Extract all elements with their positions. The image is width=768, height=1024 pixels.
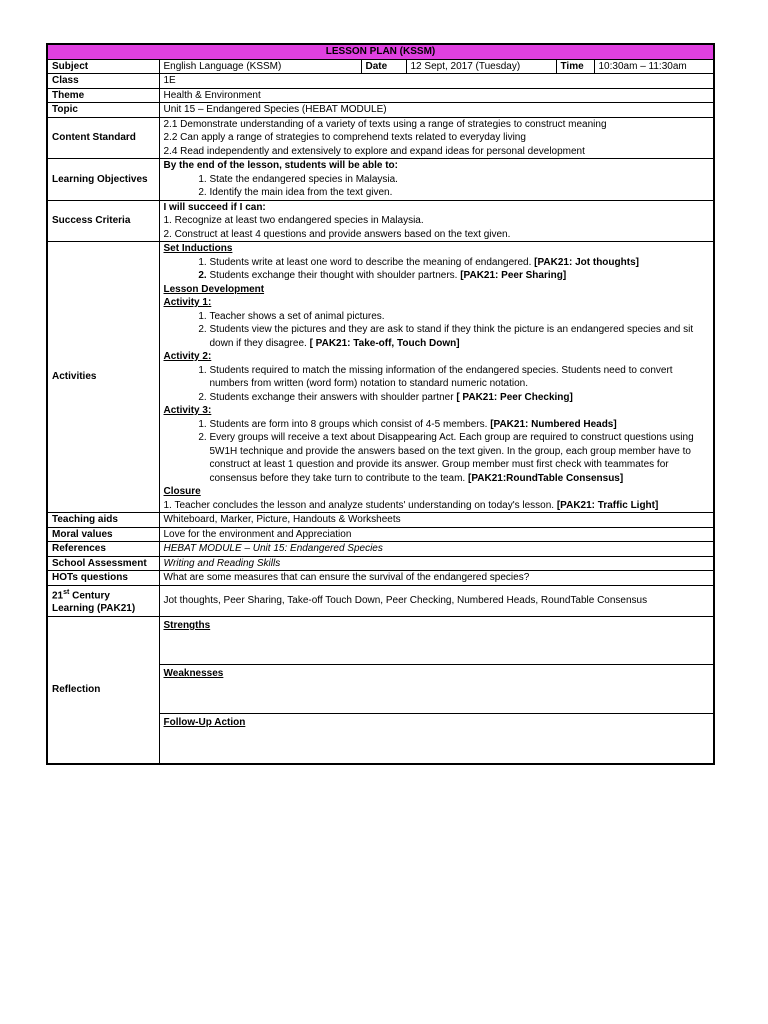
closure-item xyxy=(164,499,710,513)
moral-values-row xyxy=(47,527,714,542)
item-text: Students exchange their answers with shoulder partner xyxy=(209,391,457,403)
activity-3-list xyxy=(164,418,710,486)
content-standard-value xyxy=(159,117,714,159)
learning-objectives-intro: By the end of the lesson, students will be able to: xyxy=(163,160,398,171)
list-item: 1. State the endangered species in Malaysia. xyxy=(210,173,710,187)
item-text: Students view the pictures and they are ask to stand if they think the picture is an endangered species and sit down if they disagree. xyxy=(209,324,694,349)
list-item xyxy=(210,323,710,350)
activities-label: Activities xyxy=(47,242,159,513)
content-standard-row xyxy=(47,117,714,159)
lesson-plan-table xyxy=(46,43,715,765)
pak21-label-text: Century Learning (PAK21) xyxy=(52,589,136,615)
pak21-tag: [PAK21: Peer Sharing] xyxy=(460,270,567,281)
subject-row xyxy=(47,59,714,74)
content-standard-item: 2.2 Can apply a range of strategies to comprehend texts related to everyday living xyxy=(163,132,526,143)
item-text: Students are form into 8 groups which consist of 4-5 members. xyxy=(209,418,491,430)
success-criteria-intro: I will succeed if I can: xyxy=(163,201,266,213)
success-criteria-value xyxy=(159,200,714,242)
set-inductions-heading: Set Inductions xyxy=(163,243,233,254)
school-assessment-value: Writing and Reading Skills xyxy=(159,556,714,571)
class-row xyxy=(47,74,714,89)
hots-value: What are some measures that can ensure the survival of the endangered species? xyxy=(159,571,714,586)
references-value: HEBAT MODULE – Unit 15: Endangered Species xyxy=(159,542,714,557)
list-item xyxy=(210,418,710,432)
hots-label: HOTs questions xyxy=(47,571,159,586)
date-label: Date xyxy=(361,59,406,74)
moral-values-value: Love for the environment and Appreciation xyxy=(159,527,714,542)
list-item xyxy=(210,431,710,485)
pak21-tag: [PAK21:RoundTable Consensus] xyxy=(468,472,624,484)
success-criteria-label: Success Criteria xyxy=(47,200,159,242)
strengths-section xyxy=(160,617,714,665)
references-row xyxy=(47,542,714,557)
lesson-plan xyxy=(46,43,713,765)
item-text: Every groups will receive a text about Disappearing Act. Each group are required to construct questions using 5W1H technique and provide the answers based on the text given. In the group, each group member have to construct at least 1 question and provide its answer. Group member must first check with teammates for consensus before they take turn to contribute to the team. xyxy=(209,432,694,484)
teaching-aids-label: Teaching aids xyxy=(47,513,159,528)
topic-row xyxy=(47,103,714,118)
success-criteria-item: 1. Recognize at least two endangered species in Malaysia. xyxy=(163,215,424,226)
list-item xyxy=(210,256,710,270)
subject-value: English Language (KSSM) xyxy=(159,59,361,74)
pak21-value: Jot thoughts, Peer Sharing, Take-off Touch Down, Peer Checking, Numbered Heads, RoundTable Consensus xyxy=(159,585,714,616)
activities-value xyxy=(159,242,714,513)
date-value: 12 Sept, 2017 (Tuesday) xyxy=(406,59,556,74)
theme-row xyxy=(47,88,714,103)
activity-2-list xyxy=(164,364,710,405)
list-item xyxy=(210,391,710,405)
teaching-aids-value: Whiteboard, Marker, Picture, Handouts & Worksheets xyxy=(159,513,714,528)
pak21-label-sup: st xyxy=(63,588,70,596)
class-value: 1E xyxy=(159,74,714,89)
activity-2-heading: Activity 2: xyxy=(163,351,212,362)
list-item: 1. Students required to match the missing information of the endangered species. Students need to convert numbers from written (word form) notation to standard numeric notation. xyxy=(210,364,710,391)
item-text: Students exchange their thought with shoulder partners. xyxy=(209,270,461,281)
activities-row xyxy=(47,242,714,513)
hots-row xyxy=(47,571,714,586)
topic-value: Unit 15 – Endangered Species (HEBAT MODULE) xyxy=(159,103,714,118)
moral-values-label: Moral values xyxy=(47,527,159,542)
activity-1-heading: Activity 1: xyxy=(163,297,212,308)
learning-objectives-value xyxy=(159,159,714,201)
references-label: References xyxy=(47,542,159,557)
lesson-plan-title: LESSON PLAN (KSSM) xyxy=(47,44,714,59)
activity-1-list xyxy=(164,310,710,351)
success-criteria-row xyxy=(47,200,714,242)
pak21-tag: [PAK21: Traffic Light] xyxy=(556,499,659,511)
pak21-tag: [ PAK21: Peer Checking] xyxy=(456,391,573,403)
list-item: 2. Identify the main idea from the text given. xyxy=(210,186,710,200)
content-standard-item: 2.1 Demonstrate understanding of a variety of texts using a range of strategies to construct meaning xyxy=(163,118,607,130)
time-value: 10:30am – 11:30am xyxy=(594,59,714,74)
follow-up-section xyxy=(160,714,714,760)
pak21-tag: [PAK21: Jot thoughts] xyxy=(534,256,639,268)
activity-3-heading: Activity 3: xyxy=(163,405,212,416)
title-row xyxy=(47,44,714,59)
time-label: Time xyxy=(556,59,594,74)
follow-up-heading: Follow-Up Action xyxy=(163,716,246,728)
reflection-row xyxy=(47,616,714,764)
school-assessment-row xyxy=(47,556,714,571)
content-standard-item: 2.4 Read independently and extensively to explore and expand ideas for personal development xyxy=(163,145,585,157)
pak21-label-num: 21 xyxy=(52,589,64,601)
strengths-heading: Strengths xyxy=(163,619,211,631)
item-text: 1. Teacher concludes the lesson and analyze students' understanding on today's lesson. xyxy=(163,499,557,511)
weaknesses-heading: Weaknesses xyxy=(163,667,224,679)
pak21-label xyxy=(47,585,159,616)
learning-objectives-list xyxy=(164,173,710,200)
school-assessment-label: School Assessment xyxy=(47,556,159,571)
set-inductions-list xyxy=(164,256,710,283)
reflection-value xyxy=(159,616,714,764)
topic-label: Topic xyxy=(47,103,159,118)
list-item: 1. Teacher shows a set of animal pictures. xyxy=(210,310,710,324)
theme-label: Theme xyxy=(47,88,159,103)
content-standard-label: Content Standard xyxy=(47,117,159,159)
success-criteria-item: 2. Construct at least 4 questions and provide answers based on the text given. xyxy=(163,228,511,240)
subject-label: Subject xyxy=(47,59,159,74)
pak21-tag: [PAK21: Numbered Heads] xyxy=(490,418,617,430)
theme-value: Health & Environment xyxy=(159,88,714,103)
closure-heading: Closure xyxy=(163,486,201,497)
teaching-aids-row xyxy=(47,513,714,528)
weaknesses-section xyxy=(160,665,714,714)
learning-objectives-row xyxy=(47,159,714,201)
lesson-development-heading: Lesson Development xyxy=(163,283,265,295)
learning-objectives-label: Learning Objectives xyxy=(47,159,159,201)
reflection-label: Reflection xyxy=(47,616,159,764)
item-text: Students write at least one word to describe the meaning of endangered. xyxy=(209,256,535,268)
list-item xyxy=(210,269,710,283)
pak21-tag: [ PAK21: Take-off, Touch Down] xyxy=(309,337,460,349)
pak21-row xyxy=(47,585,714,616)
class-label: Class xyxy=(47,74,159,89)
